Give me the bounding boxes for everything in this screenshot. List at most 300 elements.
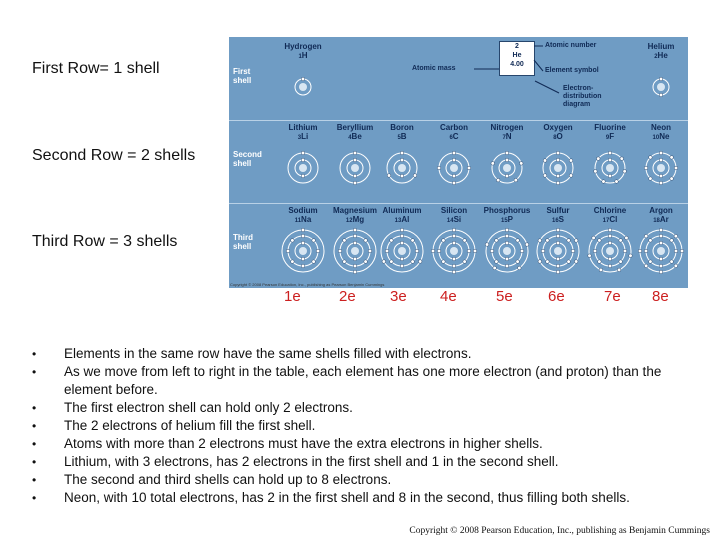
element-name: Nitrogen xyxy=(490,123,524,132)
electron xyxy=(659,77,663,81)
electron xyxy=(364,239,368,243)
key-symbol: He xyxy=(512,52,522,59)
electron xyxy=(556,257,560,261)
electron xyxy=(353,270,357,274)
row-label-second: Second Row = 2 shells xyxy=(32,147,196,164)
electron xyxy=(400,241,404,245)
bullet-item xyxy=(32,453,702,471)
electron xyxy=(520,249,524,253)
bullet-item xyxy=(32,489,702,507)
electron xyxy=(608,264,612,268)
electron xyxy=(546,260,550,264)
nucleus xyxy=(450,164,458,172)
element-symbol-text: O xyxy=(556,132,563,141)
electron xyxy=(400,174,404,178)
nucleus xyxy=(450,247,458,255)
nucleus xyxy=(554,247,562,255)
key-atomic-number: 2 xyxy=(515,43,519,50)
electron xyxy=(493,266,497,270)
electron xyxy=(467,249,471,253)
element-symbol-text: H xyxy=(301,51,308,60)
electron-count-2: 2e xyxy=(339,288,356,305)
nucleus xyxy=(503,247,511,255)
element-nitrogen xyxy=(479,121,535,195)
element-atomic-number: 3 xyxy=(297,135,302,141)
electron xyxy=(437,166,441,170)
electron xyxy=(525,243,529,247)
element-atomic-number: 5 xyxy=(397,135,401,141)
electron xyxy=(301,77,305,81)
electron xyxy=(353,241,357,245)
electron xyxy=(301,158,305,162)
electron xyxy=(301,151,305,155)
figure-copyright: Copyright © 2008 Pearson Education, Inc., publishing as Pearson Benjamin Cummings xyxy=(230,282,385,287)
electron xyxy=(608,234,612,238)
electron xyxy=(400,228,404,232)
element-atomic-number: 7 xyxy=(502,135,506,141)
element-boron xyxy=(374,121,430,195)
electron xyxy=(291,260,295,264)
electron xyxy=(659,234,663,238)
bullet-icon: • xyxy=(32,491,37,505)
electron xyxy=(353,158,357,162)
bullet-item xyxy=(32,363,702,399)
element-sulfur xyxy=(530,204,586,278)
bullet-text: The first electron shell can hold only 2 electrons. xyxy=(64,400,353,415)
electron-count-1: 1e xyxy=(284,288,301,305)
electron xyxy=(505,151,509,155)
element-name: Hydrogen xyxy=(284,42,322,51)
electron xyxy=(495,239,499,243)
electron xyxy=(338,249,342,253)
electron xyxy=(400,257,404,261)
electron xyxy=(473,249,477,253)
element-name: Phosphorus xyxy=(483,206,531,215)
electron xyxy=(659,270,663,274)
element-phosphorus xyxy=(479,204,535,278)
element-hydrogen xyxy=(275,40,331,114)
electron xyxy=(452,264,456,268)
electron-distribution-diagram xyxy=(379,145,425,191)
electron xyxy=(659,241,663,245)
element-symbol xyxy=(530,132,586,143)
electron xyxy=(452,270,456,274)
element-name: Magnesium xyxy=(332,206,377,215)
electron xyxy=(556,151,560,155)
electron xyxy=(659,158,663,162)
element-symbol-text: C xyxy=(452,132,459,141)
element-symbol-text: Cl xyxy=(609,215,618,224)
element-symbol-text: F xyxy=(609,132,615,141)
electron-distribution-diagram xyxy=(484,228,530,274)
electron xyxy=(505,264,509,268)
element-name: Carbon xyxy=(440,123,468,132)
electron-count-3: 3e xyxy=(390,288,407,305)
copyright: Copyright © 2008 Pearson Education, Inc., publishing as Benjamin Cummings xyxy=(409,526,710,536)
electron xyxy=(400,158,404,162)
electron xyxy=(385,249,389,253)
electron xyxy=(659,228,663,232)
nucleus xyxy=(606,247,614,255)
key-mass: 4.00 xyxy=(510,61,524,68)
element-symbol-text: Mg xyxy=(352,215,365,224)
electron xyxy=(387,174,391,178)
electron xyxy=(620,157,624,161)
electron xyxy=(556,228,560,232)
electron xyxy=(543,159,547,163)
element-atomic-number: 2 xyxy=(654,54,658,60)
electron xyxy=(518,266,522,270)
electron xyxy=(598,260,602,264)
nucleus xyxy=(398,164,406,172)
electron xyxy=(649,239,653,243)
electron xyxy=(505,174,509,178)
nucleus xyxy=(351,247,359,255)
element-silicon xyxy=(426,204,482,278)
element-atomic-number: 11 xyxy=(294,218,302,224)
electron-distribution-diagram xyxy=(379,228,425,274)
shell-label-second: Second shell xyxy=(233,150,262,168)
electron xyxy=(644,264,648,268)
element-neon xyxy=(633,121,689,195)
electron xyxy=(301,234,305,238)
electron xyxy=(644,249,648,253)
electron xyxy=(556,174,560,178)
element-atomic-number: 18 xyxy=(653,218,660,224)
nucleus xyxy=(398,247,406,255)
element-name: Sulfur xyxy=(546,206,570,215)
electron xyxy=(574,239,578,243)
nucleus xyxy=(299,83,307,91)
element-symbol xyxy=(633,51,689,62)
element-symbol xyxy=(582,215,638,226)
electron xyxy=(519,162,523,166)
electron xyxy=(452,257,456,261)
electron xyxy=(301,241,305,245)
element-symbol xyxy=(275,51,331,62)
electron xyxy=(670,177,674,181)
electron-distribution-diagram xyxy=(587,228,633,274)
electron xyxy=(312,260,316,264)
electron xyxy=(353,257,357,261)
electron xyxy=(353,228,357,232)
electron xyxy=(644,166,648,170)
electron xyxy=(556,158,560,162)
bullet-icon: • xyxy=(32,437,37,451)
element-symbol xyxy=(479,132,535,143)
electron xyxy=(452,181,456,185)
electron xyxy=(301,228,305,232)
electron xyxy=(659,257,663,261)
electron xyxy=(567,260,571,264)
electron xyxy=(567,239,571,243)
element-name: Neon xyxy=(651,123,671,132)
element-fluorine xyxy=(582,121,638,195)
electron xyxy=(442,260,446,264)
electron xyxy=(353,174,357,178)
element-symbol-text: S xyxy=(558,215,565,224)
electron xyxy=(619,239,623,243)
element-symbol-text: Na xyxy=(301,215,312,224)
electron xyxy=(615,180,619,184)
nucleus xyxy=(351,164,359,172)
element-atomic-number: 6 xyxy=(449,135,453,141)
element-oxygen xyxy=(530,121,586,195)
bullet-text: As we move from left to right in the table, each element has one more electron (and proton) than the element before. xyxy=(64,364,662,397)
electron xyxy=(452,228,456,232)
electron xyxy=(411,260,415,264)
bullet-item xyxy=(32,417,702,435)
bullet-text: Elements in the same row have the same shells filled with electrons. xyxy=(64,346,472,361)
electron xyxy=(619,260,623,264)
electron xyxy=(571,249,575,253)
key-diagram-label: Electron- distribution diagram xyxy=(563,85,602,108)
electron xyxy=(556,264,560,268)
electron-distribution-diagram xyxy=(638,64,684,110)
electron xyxy=(670,239,674,243)
electron-distribution-diagram xyxy=(332,228,378,274)
electron-distribution-diagram xyxy=(535,145,581,191)
electron xyxy=(593,249,597,253)
electron xyxy=(516,260,520,264)
bullet-text: Atoms with more than 2 electrons must have the extra electrons in higher shells. xyxy=(64,436,543,451)
electron xyxy=(596,157,600,161)
element-atomic-number: 14 xyxy=(446,218,454,224)
element-atomic-number: 8 xyxy=(553,135,557,141)
bullet-item xyxy=(32,471,702,489)
electron xyxy=(670,260,674,264)
element-argon xyxy=(633,204,689,278)
electron-distribution-diagram xyxy=(431,145,477,191)
element-symbol-text: Si xyxy=(453,215,462,224)
electron xyxy=(569,174,573,178)
electron xyxy=(538,239,542,243)
electron xyxy=(608,151,612,155)
electron xyxy=(629,254,633,258)
electron xyxy=(353,151,357,155)
electron xyxy=(505,241,509,245)
electron xyxy=(625,236,629,240)
electron xyxy=(343,239,347,243)
electron xyxy=(617,268,621,272)
electron xyxy=(602,180,606,184)
bullet-item xyxy=(32,399,702,417)
bullet-text: The 2 electrons of helium fill the first shell. xyxy=(64,418,316,433)
electron xyxy=(364,260,368,264)
electron xyxy=(400,264,404,268)
electron xyxy=(353,181,357,185)
electron xyxy=(353,264,357,268)
electron xyxy=(674,264,678,268)
nucleus xyxy=(657,83,665,91)
electron xyxy=(452,158,456,162)
electron xyxy=(301,257,305,261)
electron xyxy=(594,170,598,174)
element-symbol-text: Be xyxy=(351,132,362,141)
electron xyxy=(415,249,419,253)
electron xyxy=(538,260,542,264)
bullet-icon: • xyxy=(32,473,37,487)
element-symbol xyxy=(530,215,586,226)
bullet-text: Lithium, with 3 electrons, has 2 electrons in the first shell and 1 in the second shell. xyxy=(64,454,559,469)
electron xyxy=(437,249,441,253)
electron xyxy=(353,234,357,238)
electron xyxy=(574,260,578,264)
electron xyxy=(674,249,678,253)
element-carbon xyxy=(426,121,482,195)
element-atomic-number: 17 xyxy=(602,218,610,224)
element-atomic-number: 9 xyxy=(605,135,610,141)
element-name: Silicon xyxy=(440,206,468,215)
electron xyxy=(491,162,495,166)
electron xyxy=(670,156,674,160)
element-symbol-text: Ne xyxy=(659,132,670,141)
electron-distribution-diagram xyxy=(280,228,326,274)
electron xyxy=(505,228,509,232)
shell-label-first: First shell xyxy=(233,67,252,85)
row-label-third: Third Row = 3 shells xyxy=(32,233,178,250)
element-atomic-number: 15 xyxy=(500,218,508,224)
bullet-list xyxy=(32,345,702,507)
element-name: Aluminum xyxy=(382,206,422,215)
electron xyxy=(608,241,612,245)
electron xyxy=(390,260,394,264)
electron xyxy=(286,249,290,253)
element-atomic-number: 16 xyxy=(551,218,559,224)
electron xyxy=(514,178,518,182)
electron-count-4: 4e xyxy=(440,288,457,305)
electron xyxy=(505,158,509,162)
element-symbol-text: Li xyxy=(301,132,309,141)
electron-count-6: 6e xyxy=(548,288,565,305)
electron xyxy=(467,166,471,170)
element-symbol xyxy=(633,132,689,143)
element-symbol xyxy=(426,215,482,226)
bullet-icon: • xyxy=(32,455,37,469)
electron xyxy=(608,228,612,232)
element-symbol-text: Al xyxy=(401,215,410,224)
electron xyxy=(674,166,678,170)
bullet-icon: • xyxy=(32,347,37,361)
electron xyxy=(608,174,612,178)
electron xyxy=(413,174,417,178)
element-symbol-text: Ar xyxy=(659,215,669,224)
element-sodium xyxy=(275,204,331,278)
nucleus xyxy=(554,164,562,172)
bullet-icon: • xyxy=(32,419,37,433)
nucleus xyxy=(606,164,614,172)
element-atomic-number: 1 xyxy=(298,54,302,60)
element-symbol xyxy=(633,215,689,226)
electron xyxy=(463,239,467,243)
element-name: Boron xyxy=(390,123,414,132)
electron xyxy=(608,257,612,261)
electron-distribution-diagram xyxy=(431,228,477,274)
electron xyxy=(644,234,648,238)
element-symbol xyxy=(374,215,430,226)
element-atomic-number: 4 xyxy=(348,135,352,141)
electron xyxy=(301,264,305,268)
element-symbol-text: N xyxy=(505,132,512,141)
electron xyxy=(291,239,295,243)
element-symbol-text: He xyxy=(657,51,668,60)
element-symbol xyxy=(275,132,331,143)
periodic-table-figure xyxy=(229,37,688,288)
electron xyxy=(312,239,316,243)
electron xyxy=(382,260,386,264)
element-name: Helium xyxy=(647,42,675,51)
electron xyxy=(505,257,509,261)
electron xyxy=(659,181,663,185)
electron xyxy=(442,239,446,243)
electron xyxy=(490,249,494,253)
electron xyxy=(541,249,545,253)
electron xyxy=(592,236,596,240)
electron xyxy=(316,249,320,253)
nucleus xyxy=(299,164,307,172)
bullet-item xyxy=(32,435,702,453)
electron xyxy=(301,174,305,178)
electron xyxy=(546,239,550,243)
element-aluminum xyxy=(374,204,430,278)
electron-distribution-diagram xyxy=(280,64,326,110)
element-atomic-number: 10 xyxy=(652,135,660,141)
element-name: Oxygen xyxy=(543,123,573,132)
electron xyxy=(463,260,467,264)
element-name: Argon xyxy=(649,206,673,215)
nucleus xyxy=(657,247,665,255)
electron xyxy=(556,270,560,274)
electron xyxy=(659,264,663,268)
electron-distribution-diagram xyxy=(535,228,581,274)
bullet-icon: • xyxy=(32,401,37,415)
key-element-symbol-label: Element symbol xyxy=(545,67,599,74)
element-atomic-number: 12 xyxy=(345,218,353,224)
electron xyxy=(485,243,489,247)
element-symbol xyxy=(275,215,331,226)
bullet-item xyxy=(32,345,702,363)
electron xyxy=(452,151,456,155)
element-name: Chlorine xyxy=(593,206,627,215)
shell-label-third: Third shell xyxy=(233,233,253,251)
electron xyxy=(452,174,456,178)
electron xyxy=(674,234,678,238)
electron xyxy=(411,239,415,243)
element-symbol xyxy=(479,215,535,226)
electron xyxy=(505,234,509,238)
element-symbol xyxy=(426,132,482,143)
electron xyxy=(599,268,603,272)
electron xyxy=(608,158,612,162)
electron xyxy=(649,177,653,181)
electron-count-8: 8e xyxy=(652,288,669,305)
electron xyxy=(390,239,394,243)
element-atomic-number: 13 xyxy=(394,218,402,224)
row-label-first: First Row= 1 shell xyxy=(32,60,160,77)
electron-distribution-diagram xyxy=(280,145,326,191)
electron xyxy=(556,234,560,238)
bullet-icon: • xyxy=(32,365,37,379)
electron xyxy=(400,234,404,238)
bullet-text: The second and third shells can hold up to 8 electrons. xyxy=(64,472,392,487)
electron xyxy=(431,249,435,253)
electron xyxy=(649,260,653,264)
electron xyxy=(659,93,663,97)
element-helium xyxy=(633,40,689,114)
electron xyxy=(452,241,456,245)
element-lithium xyxy=(275,121,331,195)
element-symbol-text: P xyxy=(507,215,514,224)
